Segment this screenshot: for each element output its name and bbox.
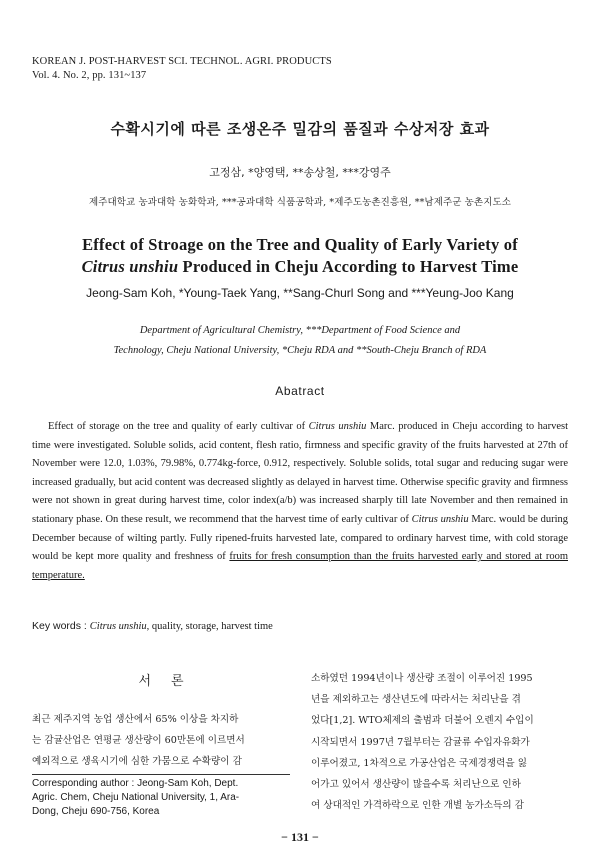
english-title-line2 — [0, 256, 600, 278]
english-affil-line1: Department of Agricultural Chemistry, ***Department of Food Science and — [139, 325, 461, 336]
journal-name: KOREAN J. POST-HARVEST SCI. TECHNOL. AGRI. PRODUCTS — [32, 56, 332, 67]
intro-heading: 서론 — [138, 674, 204, 689]
intro-right-line: 여 상대적인 가격하락으로 인한 개별 농가소득의 감 — [311, 800, 524, 812]
corresponding-line: Agric. Chem, Cheju National University, 1, Ara- — [32, 791, 240, 803]
abstract-part3: Marc. would be during December because of wilting partly. Fully ripened-fruits harvested late, compared to ordinary harvest time, with cold storage would be kept more quality and freshness of — [32, 513, 568, 563]
right-column — [311, 668, 569, 816]
korean-title: 수확시기에 따른 조생온주 밀감의 품질과 수상저장 효과 — [110, 120, 490, 138]
intro-right-line: 소하였던 1994년이나 생산량 조절이 이루어진 1995 — [311, 673, 533, 684]
footnote-divider — [32, 774, 290, 775]
keywords-label: Key words : — [32, 620, 90, 632]
left-column — [32, 670, 290, 819]
abstract-part2: Marc. produced in Cheju according to harvest time were investigated. Soluble solids, acid content, flesh ratio, firmness and specific gravity of the fruits harvested at 27th of November were 12.0, 1.03%, 79.98%, 0.774kg-force, 0.912, respectively. Soluble solids, total sugar and reducing sugar were increased gradually, but acid content was decreased slightly as delayed in harvest time. Otherwise specific gravity and firmness were not shown in great during harvest time, color index(a/b) was increased sharply till late November and then remained in stationary phase. On these result, we recommend that the harvest time of early cultivar of — [32, 421, 568, 525]
intro-right-line: 년을 제외하고는 생산년도에 따라서는 처리난을 겪 — [311, 694, 521, 706]
keywords-species: Citrus unshiu, — [89, 621, 150, 632]
abstract-part4: fruits for fresh consumption than the fruits harvested early and stored at room temperature. — [32, 551, 568, 581]
korean-affiliations: 제주대학교 농과대학 농화학과, ***공과대학 식품공학과, *제주도농촌진흥원, **남제주군 농촌지도소 — [88, 197, 512, 208]
abstract-species-2: Citrus unshiu — [411, 513, 469, 525]
intro-left-line: 예외적으로 생육시기에 심한 가뭄으로 수확량이 감 — [32, 756, 242, 768]
intro-left-line: 최근 제주지역 농업 생산에서 65% 이상을 차지하 — [32, 714, 239, 725]
english-affil-line2: Technology, Cheju National University, *Cheju RDA and **South-Cheju Branch of RDA — [113, 345, 487, 356]
korean-authors: 고정삼, *양영택, **송상철, ***강영주 — [209, 166, 391, 179]
intro-left-line: 는 감귤산업은 연평균 생산량이 60만톤에 이르면서 — [32, 735, 245, 747]
corresponding-author — [32, 777, 290, 819]
abstract-body — [32, 418, 568, 585]
intro-left-text — [32, 709, 290, 773]
english-authors: Jeong-Sam Koh, *Young-Taek Yang, **Sang-Churl Song and ***Yeung-Joo Kang — [86, 286, 514, 300]
english-title-rest: Produced in Cheju According to Harvest Time — [178, 257, 519, 276]
intro-right-line: 시작되면서 1997년 7월부터는 감귤류 수입자유화가 — [311, 736, 530, 748]
keywords-rest: quality, storage, harvest time — [149, 621, 273, 632]
english-title-species: Citrus unshiu — [81, 257, 179, 276]
journal-volume: Vol. 4. No. 2, pp. 131~137 — [32, 70, 147, 81]
abstract-heading: Abatract — [275, 384, 325, 398]
abstract-species-1: Citrus unshiu — [308, 421, 367, 432]
english-affiliations — [0, 321, 600, 361]
english-title — [0, 234, 600, 278]
corresponding-line: Dong, Cheju 690-756, Korea — [32, 805, 160, 817]
intro-right-text — [311, 668, 569, 816]
abstract-part1: Effect of storage on the tree and quality of early cultivar of — [48, 421, 309, 432]
english-title-line1: Effect of Stroage on the Tree and Quality of Early Variety of — [82, 235, 518, 254]
intro-right-line: 었다[1,2]. WTO체제의 출범과 더불어 오렌지 수입이 — [311, 715, 534, 727]
keywords — [32, 620, 273, 632]
page-number: − 131 − — [281, 830, 319, 844]
intro-right-line: 이루어졌고, 1차적으로 가공산업은 국제경쟁력을 잃 — [311, 757, 527, 769]
corresponding-line: Corresponding author : Jeong-Sam Koh, Dept. — [32, 777, 239, 789]
journal-header — [32, 55, 332, 83]
intro-right-line: 어가고 있어서 생산량이 많을수록 처리난으로 인하 — [311, 779, 521, 791]
